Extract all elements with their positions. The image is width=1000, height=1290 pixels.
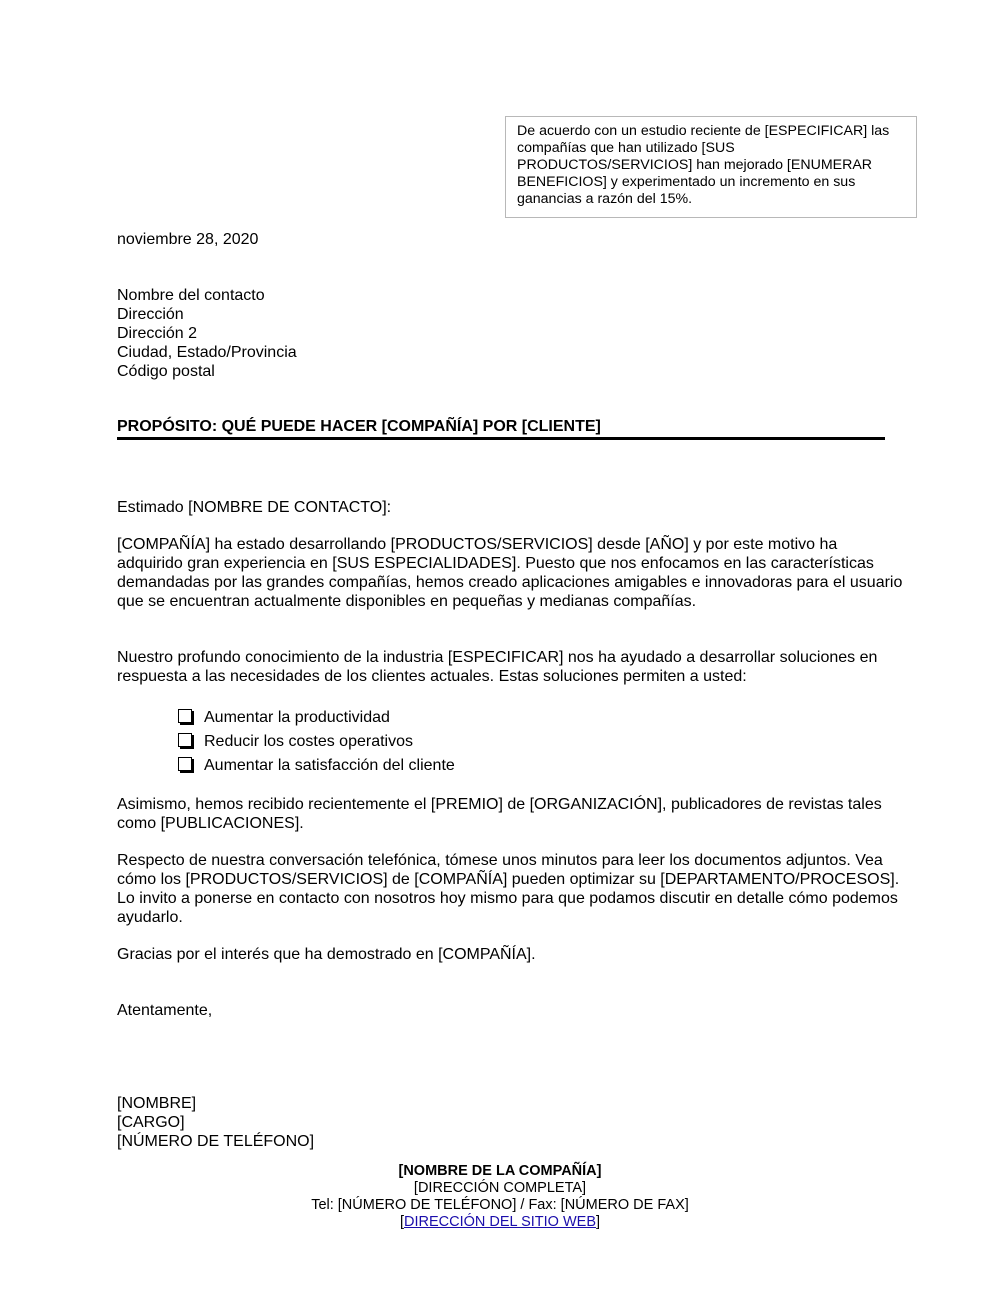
recipient-address-1: Dirección (117, 306, 184, 323)
company-footer (0, 1163, 1000, 1231)
checkbox-icon (178, 709, 192, 723)
signature-name: [NOMBRE] (117, 1095, 197, 1112)
callout-text: De acuerdo con un estudio reciente de [ESPECIFICAR] las compañías que han utilizado [SUS PRODUCTOS/SERVICIOS] han mejorado [ENUMERAR BENEFICIOS] y experimentado un incremento en sus ganancias a razón del 15%. (517, 123, 890, 207)
body-paragraph-4: Respecto de nuestra conversación telefónica, tómese unos minutos para leer los documentos adjuntos. Vea cómo los [PRODUCTOS/SERVICIOS] de [COMPAÑÍA] pueden optimizar su [DEPARTAMENTO/PROCESOS]. Lo invito a ponerse en contacto con nosotros hoy mismo para que podamos discutir en detalle cómo podemos ayudarlo. (117, 852, 900, 926)
checkbox-icon (178, 757, 192, 771)
bracket-open: [ (399, 1214, 404, 1230)
letter-date: noviembre 28, 2020 (117, 231, 259, 248)
signature-title: [CARGO] (117, 1114, 185, 1131)
closing: Atentamente, (117, 1002, 213, 1019)
footer-contact: Tel: [NÚMERO DE TELÉFONO] / Fax: [NÚMERO DE FAX] (311, 1197, 689, 1213)
list-item-label: Aumentar la productividad (204, 709, 390, 726)
recipient-block (117, 286, 297, 381)
footer-website-line (0, 1214, 1000, 1231)
recipient-name: Nombre del contacto (117, 287, 265, 304)
checkbox-icon (178, 733, 192, 747)
recipient-postal-code: Código postal (117, 363, 215, 380)
signature-phone: [NÚMERO DE TELÉFONO] (117, 1133, 315, 1150)
body-paragraph-2: Nuestro profundo conocimiento de la industria [ESPECIFICAR] nos ha ayudado a desarrollar soluciones en respuesta a las necesidades de los clientes actuales. Estas soluciones permiten a usted: (117, 649, 878, 685)
list-item-label: Aumentar la satisfacción del cliente (204, 757, 455, 774)
body-paragraph-5: Gracias por el interés que ha demostrado en [COMPAÑÍA]. (117, 946, 536, 963)
recipient-address-2: Dirección 2 (117, 325, 198, 342)
list-item (178, 754, 455, 778)
body-paragraph-1: [COMPAÑÍA] ha estado desarrollando [PRODUCTOS/SERVICIOS] desde [AÑO] y por este motivo ha adquirido gran experiencia en [SUS ESPECIALIDADES]. Puesto que nos enfocamos en las características demandadas por las grandes compañías, hemos creado aplicaciones amigables e innovadoras para el usuario que se encuentran actualmente disponibles en pequeñas y medianas compañías. (117, 536, 903, 610)
purpose-heading: PROPÓSITO: QUÉ PUEDE HACER [COMPAÑÍA] POR [CLIENTE] (117, 417, 885, 440)
footer-address: [DIRECCIÓN COMPLETA] (413, 1180, 587, 1196)
bracket-close: ] (596, 1214, 601, 1230)
benefits-list (178, 706, 455, 778)
body-paragraph-3: Asimismo, hemos recibido recientemente el [PREMIO] de [ORGANIZACIÓN], publicadores de revistas tales como [PUBLICACIONES]. (117, 796, 882, 832)
footer-company-name: [NOMBRE DE LA COMPAÑÍA] (398, 1163, 602, 1179)
recipient-city-state: Ciudad, Estado/Provincia (117, 344, 297, 361)
list-item-label: Reducir los costes operativos (204, 733, 413, 750)
signature-block (117, 1094, 314, 1151)
website-link[interactable]: DIRECCIÓN DEL SITIO WEB (403, 1214, 596, 1230)
callout-box (505, 116, 917, 218)
list-item (178, 730, 455, 754)
salutation: Estimado [NOMBRE DE CONTACTO]: (117, 499, 392, 516)
list-item (178, 706, 455, 730)
